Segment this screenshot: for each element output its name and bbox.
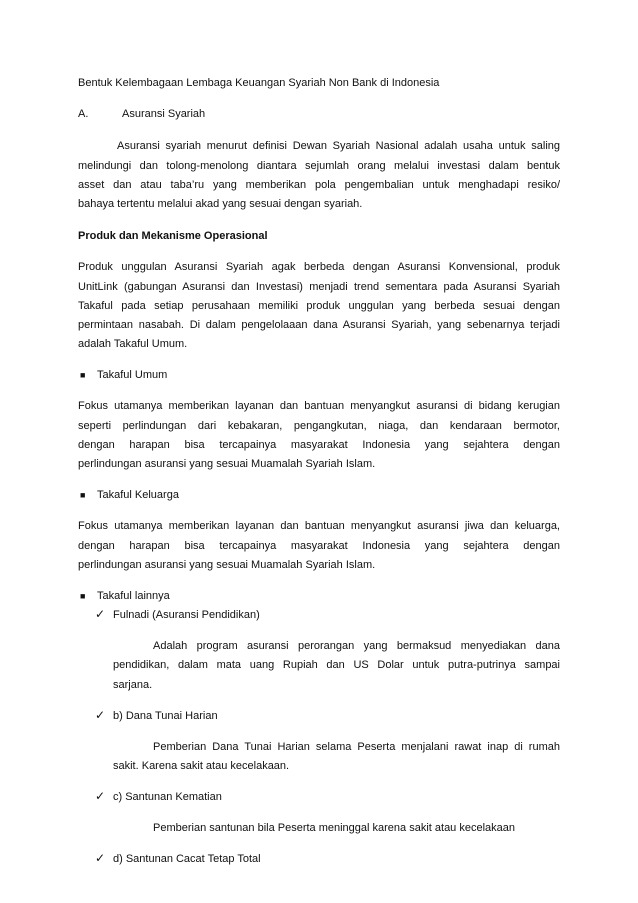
intro-line-1: Asuransi syariah menurut definisi Dewan Syariah Nasional adalah usaha untuk saling <box>117 140 560 152</box>
produk-line-2: UnitLink (gabungan Asuransi dan Investasi) menjadi trend sementara pada Asuransi Syariah <box>78 281 560 293</box>
dana-tunai-line-2: sakit. Karena sakit atau kecelakaan. <box>113 760 290 772</box>
heading-produk: Produk dan Mekanisme Operasional <box>78 230 268 242</box>
fulnadi-line-1: Adalah program asuransi perorangan yang bermaksud menyediakan dana <box>153 640 560 652</box>
umum-line-1: Fokus utamanya memberikan layanan dan bantuan menyangkut asuransi di bidang kerugian <box>78 400 560 412</box>
bullet-icon: ■ <box>80 490 86 500</box>
produk-line-5: adalah Takaful Umum. <box>78 338 188 350</box>
produk-line-1: Produk unggulan Asuransi Syariah agak berbeda dengan Asuransi Konvensional, produk <box>78 261 560 273</box>
fulnadi-heading: Fulnadi (Asuransi Pendidikan) <box>113 609 260 621</box>
keluarga-line-3: perlindungan asuransi yang sesuai Muamalah Syariah Islam. <box>78 559 376 571</box>
bullet-icon: ■ <box>80 370 86 380</box>
takaful-umum-heading: Takaful Umum <box>97 369 168 381</box>
umum-line-4: perlindungan asuransi yang sesuai Muamalah Syariah Islam. <box>78 458 376 470</box>
produk-line-4: permintaan nasabah. Di dalam pengelolaaan dana Asuransi Syariah, yang sebenarnya terjadi <box>78 319 560 331</box>
santunan-kematian-heading: c) Santunan Kematian <box>113 791 222 803</box>
fulnadi-line-2: pendidikan, dalam mata uang Rupiah dan US Dolar untuk putra-putrinya sampai <box>113 659 560 671</box>
check-icon: ✓ <box>95 708 106 722</box>
umum-line-2: seperti perlindungan dari kebakaran, pengangkutan, niaga, dan kendaraan bermotor, <box>78 420 560 432</box>
check-icon: ✓ <box>95 851 106 865</box>
keluarga-line-1: Fokus utamanya memberikan layanan dan bantuan menyangkut asuransi jiwa dan keluarga, <box>78 520 560 532</box>
intro-line-4: bahaya tertentu melalui akad yang sesuai dengan syariah. <box>78 198 363 210</box>
section-a-number: A. <box>78 108 89 120</box>
document-title: Bentuk Kelembagaan Lembaga Keuangan Syariah Non Bank di Indonesia <box>78 77 440 89</box>
santunan-kematian-text: Pemberian santunan bila Peserta meninggal karena sakit atau kecelakaan <box>153 822 516 834</box>
intro-line-2: melindungi dan tolong-menolong diantara sejumlah orang melalui investasi dalam bentuk <box>78 160 560 172</box>
intro-line-3: asset dan atau taba’ru yang memberikan pola pengembalian untuk menghadapi resiko/ <box>78 179 560 191</box>
check-icon: ✓ <box>95 789 106 803</box>
produk-line-3: Takaful pada setiap perusahaan memiliki produk unggulan yang berbeda sesuai dengan <box>78 300 560 312</box>
umum-line-3: dengan harapan bisa tercapainya masyarakat Indonesia yang sejahtera dengan <box>78 439 560 451</box>
bullet-icon: ■ <box>80 591 86 601</box>
santunan-cacat-heading: d) Santunan Cacat Tetap Total <box>113 853 261 865</box>
keluarga-line-2: dengan harapan bisa tercapainya masyarakat Indonesia yang sejahtera dengan <box>78 540 560 552</box>
check-icon: ✓ <box>95 607 106 621</box>
dana-tunai-heading: b) Dana Tunai Harian <box>113 710 218 722</box>
takaful-lainnya-heading: Takaful lainnya <box>97 590 170 602</box>
dana-tunai-line-1: Pemberian Dana Tunai Harian selama Peserta menjalani rawat inap di rumah <box>153 741 560 753</box>
takaful-keluarga-heading: Takaful Keluarga <box>97 489 179 501</box>
fulnadi-line-3: sarjana. <box>113 679 153 691</box>
section-a-title: Asuransi Syariah <box>122 108 206 120</box>
